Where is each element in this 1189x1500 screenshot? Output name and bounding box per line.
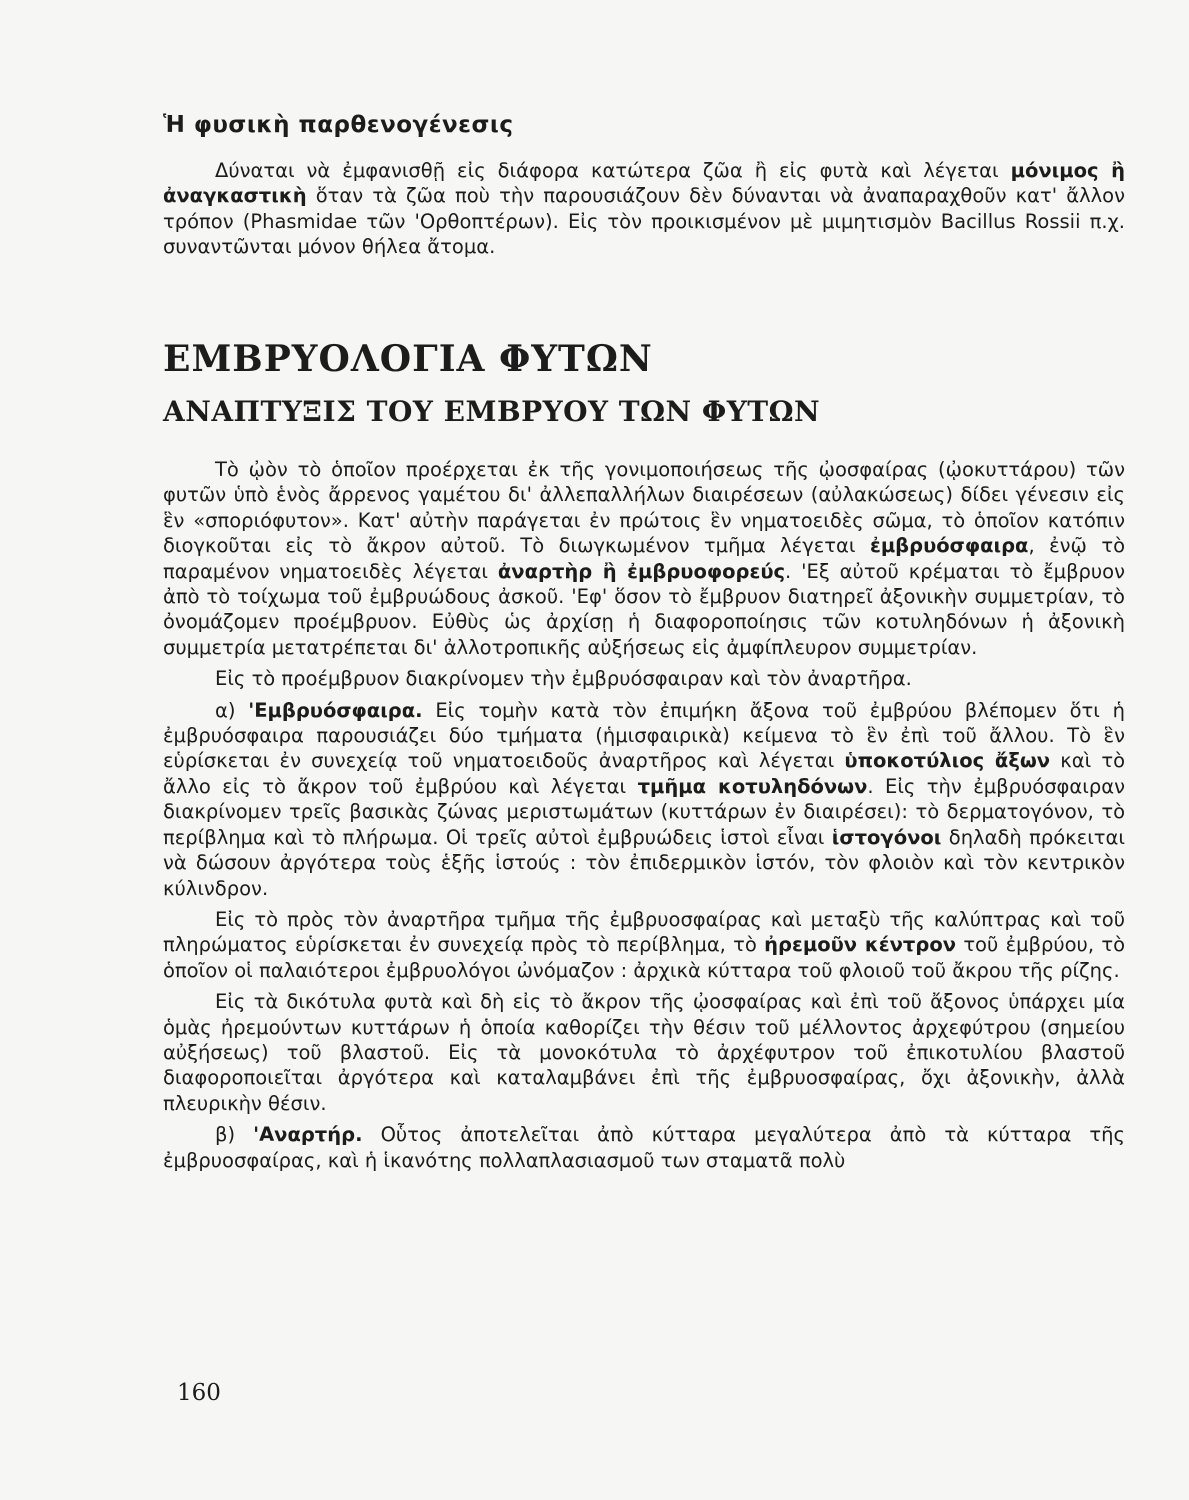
intro-text-1: Δύναται νὰ ἐμφανισθῇ εἰς διάφορα κατώτερα ζῶα ἢ εἰς φυτὰ καὶ λέγεται [215, 159, 1011, 182]
paragraph-5: Εἰς τὰ δικότυλα φυτὰ καὶ δὴ εἰς τὸ ἄκρον τῆς ᾠοσφαίρας καὶ ἐπὶ τοῦ ἄξονος ὑπάρχει μία ὁμὰς ἠρεμούντων κυττάρων ἡ ὁποία καθορίζει τὴν θέσιν τοῦ μέλλοντος ἀρχεφύτρου (σημείου αὐξήσεως) τοῦ βλαστοῦ. Εἰς τὰ μονοκότυλα τὸ ἀρχέφυτρον τοῦ ἐπικοτυλίου βλαστοῦ διαφοροποιεῖται ἀργότερα καὶ καταλαμβάνει ἐπὶ τῆς ἐμβρυοσφαίρας, ὄχι ἀξονικὴν, ἀλλὰ πλευρικὴν θέσιν. [163, 990, 1125, 1115]
p3-text-4: δηλαδὴ πρόκειται νὰ δώσουν ἀργότερα τοὺς ἑξῆς ἱστούς : τὸν ἐπιδερμικὸν ἱστόν, τὸν φλοιὸν καὶ τὸν κεντρικὸν κύλινδρον. [163, 825, 1125, 900]
paragraph-6 [163, 1122, 1125, 1173]
main-title: ΕΜΒΡΥΟΛΟΓΙΑ ΦΥΤΩΝ [163, 338, 653, 380]
intro-block [163, 158, 1125, 260]
p1-term-2: ἀναρτὴρ ἢ ἐμβρυοφορεύς [497, 559, 786, 583]
p3-term-1: 'Εμβρυόσφαιρα. [248, 698, 423, 722]
sub-title: ΑΝΑΠΤΥΞΙΣ ΤΟΥ ΕΜΒΡΥΟΥ ΤΩΝ ΦΥΤΩΝ [163, 395, 821, 428]
p3-term-4: ἱστογόνοι [831, 825, 942, 849]
p6-prefix: β) [215, 1123, 254, 1147]
p1-text-2: , ἐνῷ τὸ παραμένον νηματοειδὲς λέγεται [163, 534, 1126, 583]
p1-text-3: . 'Εξ αὐτοῦ κρέμαται τὸ ἔμβρυον ἀπὸ τὸ τοίχωμα τοῦ ἐμβρυώδους ἀσκοῦ. 'Εφ' ὅσον τὸ ἔμβρυον διατηρεῖ ἀξονικὴν συμμετρίαν, τὸ ὀνομάζομεν προέμβρυον. Εὐθὺς ὡς ἀρχίσῃ ἡ διαφοροποίησις τῶν κοτυληδόνων ἡ ἀξονικὴ συμμετρία μετατρέπεται δι' ἀλλοτροπικῆς αὐξήσεως εἰς ἀμφίπλευρον συμμετρίαν. [163, 559, 1125, 659]
paragraph-2: Εἰς τὸ προέμβρυον διακρίνομεν τὴν ἐμβρυόσφαιραν καὶ τὸν ἀναρτῆρα. [215, 667, 912, 691]
p3-text-2: καὶ τὸ ἄλλο εἰς τὸ ἄκρον τοῦ ἐμβρύου καὶ λέγεται [163, 749, 1126, 798]
paragraph-4 [163, 907, 1125, 983]
p3-text-3: . Εἰς τὴν ἐμβρυόσφαιραν διακρίνομεν τρεῖς βασικὰς ζώνας μεριστωμάτων (κυττάρων ἐν διαιρέσει): τὸ δερματογόνον, τὸ περίβλημα καὶ τὸ πλήρωμα. Οἱ τρεῖς αὐτοὶ ἐμβρυώδεις ἱστοὶ εἶναι [163, 774, 1125, 849]
p6-term-1: 'Αναρτήρ. [253, 1123, 363, 1147]
p4-text-2: τοῦ ἐμβρύου, τὸ ὁποῖον οἱ παλαιότεροι ἐμβρυολόγοι ὠνόμαζον : ἀρχικὰ κύτταρα τοῦ φλοιοῦ τοῦ ἄκρου τῆς ρίζης. [163, 933, 1125, 982]
section-title: Ἡ φυσικὴ παρθενογένεσις [163, 112, 514, 138]
intro-text-2: ὅταν τὰ ζῶα ποὺ τὴν παρουσιάζουν δὲν δύνανται νὰ ἀναπαραχθοῦν κατ' ἄλλον τρόπον (Phasmidae τῶν 'Ορθοπτέρων). Εἰς τὸν προικισμένον μὲ μιμητισμὸν Bacillus Rossii π.χ. συναντῶνται μόνον θήλεα ἄτομα. [163, 184, 1125, 259]
p6-text-1: Οὗτος ἀποτελεῖται ἀπὸ κύτταρα μεγαλύτερα ἀπὸ τὰ κύτταρα τῆς ἐμβρυοσφαίρας, καὶ ἡ ἱκανότης πολλαπλασιασμοῦ των σταματᾶ πολὺ [163, 1123, 1125, 1172]
intro-term-1: μόνιμος ἢ ἀναγκαστικὴ [163, 159, 1125, 208]
body-text [163, 457, 1125, 1179]
p3-term-3: τμῆμα κοτυληδόνων [637, 774, 868, 798]
paragraph-1 [163, 457, 1125, 660]
p3-prefix: α) [215, 698, 249, 722]
p4-text-1: Εἰς τὸ πρὸς τὸν ἀναρτῆρα τμῆμα τῆς ἐμβρυοσφαίρας καὶ μεταξὺ τῆς καλύπτρας καὶ τοῦ πληρώματος εὑρίσκεται ἐν συνεχείᾳ πρὸς τὸ περίβλημα, τὸ [163, 907, 1125, 957]
p4-term-1: ἠρεμοῦν κέντρον [764, 933, 957, 957]
p1-term-1: ἐμβρυόσφαιρα [869, 534, 1029, 558]
p1-text-1: Τὸ ᾠὸν τὸ ὁποῖον προέρχεται ἐκ τῆς γονιμοποιήσεως τῆς ᾠοσφαίρας (ᾠοκυττάρου) τῶν φυτῶν ὑπὸ ἑνὸς ἄρρενος γαμέτου δι' ἀλλεπαλλήλων διαιρέσεων (αὐλακώσεως) δίδει γένεσιν εἰς ἓν «σποριόφυτον». Κατ' αὐτὴν παράγεται ἐν πρώτοις ἓν νηματοειδὲς σῶμα, τὸ ὁποῖον κατόπιν διογκοῦται εἰς τὸ ἄκρον αὐτοῦ. Τὸ διωγκωμένον τμῆμα λέγεται [163, 458, 1125, 558]
intro-paragraph [163, 158, 1125, 260]
p3-text-1: Εἰς τομὴν κατὰ τὸν ἐπιμήκη ἄξονα τοῦ ἐμβρύου βλέπομεν ὅτι ἡ ἐμβρυόσφαιρα παρουσιάζει δύο τμήματα (ἡμισφαιρικὰ) κείμενα τὸ ἓν ἐπὶ τοῦ ἄλλου. Τὸ ἓν εὑρίσκεται ἐν συνεχείᾳ τοῦ νηματοειδοῦς ἀναρτῆρος καὶ λέγεται [163, 698, 1125, 773]
paragraph-3 [163, 698, 1125, 901]
page-number: 160 [177, 1380, 221, 1406]
p3-term-2: ὑποκοτύλιος ἄξων [844, 749, 1051, 773]
